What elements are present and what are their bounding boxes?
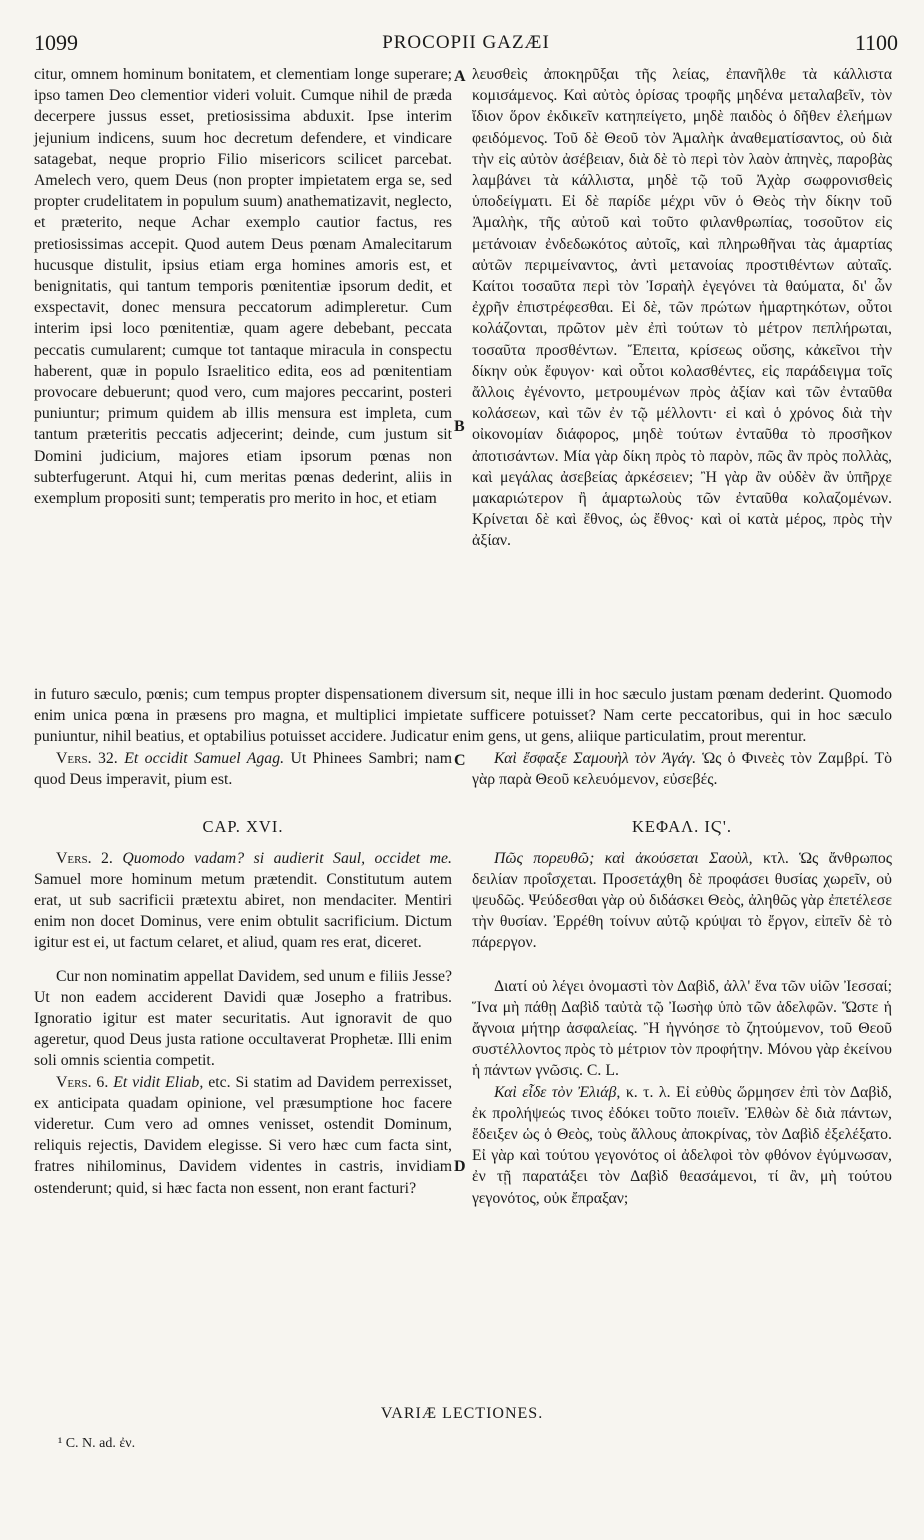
margin-marker-b: B bbox=[454, 418, 465, 435]
verse-text: Ut Phinees Sambri; nam quod Deus imperavit, pium est. bbox=[34, 750, 453, 789]
latin-paragraph: citur, omnem hominum bonitatem, et clementiam longe superare; ipso tamen Deo clementior videri voluit. Cumque nihil de præda decerpere jussus esset, pretiosissima abduxit. Ipse interim jejunium indicens, suum hoc decretum defendere, et vindicare satagebat, neque proprio Filio misericors scilicet parcebat. Amelech vero, quem Deus (non propter impietatem erga se, sed propter crudelitatem in populum suum) anathematizavit, neglecto, et præterito, neque Achar exemplo cautior factus, res pretiosissimas accepit. Quod autem Deus pœnam Amalecitarum hucusque distulit, ipsius etiam erga homines amoris est, et benignitatis, qui tantum temporis pœnitentiæ ipsorum dedit, et exspectavit, donec mensura peccatorum adimpleretur. Cum interim ipsi loco pœnitentiæ, quam agere debebant, peccata peccatis cumularent; cumque tot tantaque miracula in conspectu haberent, quæ in populo Israelitico edita, eos ad pœnitentiam provocare debuerunt; quod vero, cum majores peccarint, posteri puniuntur; primum quidem ab illis mensura est impleta, cum tantum præteritis peccatis adjecerint; deinde, cum justum sit Domini judicium, majores etiam ipsorum pœnas non subterfugerunt. Atqui hi, cum meritas pœnas dederint, aliis in exemplum propositi sunt; temperatis pro merito in hoc, et etiam bbox=[34, 66, 452, 508]
margin-marker-d: D bbox=[454, 1158, 466, 1175]
verse-text: etc. Si statim ad Davidem perrexisset, ex anticipata quadam opinione, vel præsumptione hoc facere videretur. Cum vero ad omnes venisset, ostendit Dominum, reliquis rejectis, Davidem elegisse. Si vero hæc cum facta sint, fratres nihilominus, Davidem videntes in castris, invidiam ostenderunt; quid, si hæc facta non essent, non erant facturi? bbox=[34, 1073, 453, 1197]
greek-diati-paragraph: Διατί οὐ λέγει ὀνομαστὶ τὸν Δαβὶδ, ἀλλ' ἕνα τῶν υἱῶν Ἰεσσαί; Ἵνα μὴ πάθῃ Δαβὶδ ταὐτὰ τῷ Ἰωσὴφ ὑπὸ τῶν ἀδελφῶν. Ὥστε ἡ ἄγνοια μήτηρ ἀσφαλείας. Ἢ ἠγνόησε τὸ ζητούμενον, τοῦ Θεοῦ συστέλλοντος πρὸς τὸ μέτριον τὸν προφήτην. Μόνου γὰρ ἐκείνου ἡ πάντων γνῶσις. C. L. bbox=[472, 977, 892, 1080]
page-number-left: 1099 bbox=[34, 30, 78, 55]
latin-column-upper bbox=[34, 64, 452, 509]
latin-vers6 bbox=[34, 1072, 452, 1199]
latin-vers2 bbox=[34, 848, 452, 954]
greek-column-upper bbox=[472, 64, 892, 552]
page-header bbox=[34, 30, 898, 60]
greek-chapter-title: ΚΕΦΑΛ. ΙϚ'. bbox=[632, 817, 732, 837]
verse-lemma: Πῶς πορευθῶ; καὶ ἀκούσεται Σαοὺλ, bbox=[494, 849, 753, 867]
verse-text: Samuel more hominum metum prætendit. Constitutum autem erat, ut sub sacrificii prætextu abiret, non mendaciter. Mentiri enim non docet Dominus, vere enim obtulit sacrificium. Dictum igitur est ei, ut factum celaret, et aliud, quam res erat, diceret. bbox=[34, 870, 452, 952]
running-title: PROCOPII GAZÆI bbox=[382, 32, 550, 53]
verse-label: Vers. 2. bbox=[56, 849, 113, 867]
verse-lemma: Et occidit Samuel Agag. bbox=[124, 750, 285, 767]
verse-lemma: Καὶ ἔσφαξε Σαμουὴλ τὸν Ἀγάγ. bbox=[494, 750, 697, 767]
page-number-right: 1100 bbox=[854, 30, 898, 55]
margin-marker-a: A bbox=[454, 68, 466, 85]
latin-cur-paragraph: Cur non nominatim appellat Davidem, sed unum e filiis Jesse? Ut non eadem acciderent Davidi quæ Josepho a fratribus. Ignoratio igitur est mater securitatis. Aut ignoravit de quo ageretur, quod Deus justa ratione occultaverat Prophetæ. Illi enim soli omnis scientia competit. bbox=[34, 967, 452, 1070]
margin-marker-c: C bbox=[454, 752, 466, 769]
latin-column-lower bbox=[34, 748, 452, 1199]
greek-paragraph: λευσθεὶς ἀποκηρῦξαι τῆς λείας, ἐπανῆλθε τὰ κάλλιστα κομισάμενος. Καὶ αὐτὸς ὁρίσας τροφῆς μηδένα μεταλαβεῖν, τὸν ἴδιον ὅρον ἐκδικεῖν κατηπείγετο, μηδὲ παιδὸς ὁ δῆθεν ἐλεήμων φειδόμενος. Τοῦ δὲ Θεοῦ τὸν Ἀμαλὴκ ἀναθεματίσαντος, οὐ διὰ τὴν εἰς αὐτὸν ἀσέβειαν, διὰ δὲ τὸ περὶ τὸν λαὸν ἀπηνὲς, παροβὰς λαμβάνει τὰ κάλλιστα, μηδὲ τῷ τοῦ Ἀχὰρ σωφρονισθεὶς ὑποδείγματι. Εἰ δὲ παρίδε μέχρι νῦν ὁ Θεὸς τὴν δίκην τοῦ Ἀμαλὴκ, τῆς αὐτοῦ καὶ τοῦτο φιλανθρωπίας, τοσοῦτον εἰς μετάνοιαν ἐνδεδωκότος αὐτοῖς, καὶ πληρωθῆναι τὰς ἁμαρτίας αὐτῶν περιμείναντος, ἀντὶ μετανοίας προστιθέντων αὐταῖς. Καίτοι τοσαῦτα περὶ τὸν Ἰσραὴλ ἐγεγόνει τὰ θαύματα, δι' ὧν ἐχρῆν ἐπιστρέφεσθαι. Εἰ δὲ, τῶν πρώτων ἡμαρτηκότων, οὗτοι κολάζονται, πρῶτον μὲν ἐπὶ τούτων τὸ μέτρον πεπλήρωται, τοσαῦτα προσθέντων. Ἔπειτα, κρίσεως οὔσης, κἀκεῖνοι τὴν δίκην οὐκ ἔφυγον· καὶ οὗτοι κολασθέντες, εἰς παράδειγμα τοῖς ἄλλοις ἐγένοντο, μετρουμένων πρὸς ἀξίαν καὶ τῶν ἐνταῦθα κολάσεων, καὶ τῶν ἐν τῷ μέλλοντι· εἰ καὶ ὁ χρόνος διὰ τὴν οἰκονομίαν διάφορος, μηδὲ τούτων ἐνταῦθα τὸ προσῆκον ἀποτισάντων. Μία γὰρ δίκη πρὸς τὸ παρὸν, πῶς ἂν πρὸς πολλὰς, καὶ μεγάλας ἀσεβείας ἀρκέσειεν; Ἢ γὰρ ἂν οὐδὲν ἂν ὑπῆρχε μακαριώτερον ἢ ἁμαρτωλοὺς τῶν ἐνταῦθα κολαζομένων. Κρίνεται δὲ καὶ ἔθνος, ὡς ἔθνος· καὶ οἱ κατὰ μέρος, πρὸς τὴν ἀξίαν. bbox=[472, 66, 892, 550]
greek-v6 bbox=[472, 1082, 892, 1209]
verse-label: Vers. 6. bbox=[56, 1073, 109, 1091]
greek-column-lower bbox=[472, 748, 892, 1209]
variae-lectiones-title: VARIÆ LECTIONES. bbox=[380, 1405, 544, 1422]
verse-lemma: Et vidit Eliab, bbox=[113, 1073, 204, 1091]
full-width-text: in futuro sæculo, pœnis; cum tempus propter dispensationem diversum sit, neque illi in hoc sæculo justam pœnam dederint. Quomodo enim unica pœna in præsens pro magna, et multiplici impietate sufficere potuisset? Nam certe peccatoribus, qui in hoc sæculo puniuntur, nihil beatius, et optabilius potuisset accidere. Judicatur enim gens, ut gens, aliique particulatim, prout merentur. bbox=[34, 686, 892, 746]
verse-text: κ. τ. λ. Εἰ εὐθὺς ὥρμησεν ἐπὶ τὸν Δαβὶδ, ἐκ προλήψεώς τινος ἐδόκει τοῦτο ποιεῖν. Ἐλθὼν δὲ διὰ πάντων, ἔδειξεν ὡς ὁ Θεὸς, τοὺς ἄλλους ἀποκρίνας, τὸν Δαβὶδ ἐξελέξατο. Εἰ γὰρ καὶ τούτου γεγονότος οἱ ἀδελφοὶ τὸν φθόνον ἐγύμνωσαν, ἐν τῇ παρατάξει τὸν Δαβὶδ θεασάμενοι, τί ἂν, μὴ τούτου γεγονότος, οὐκ ἔπραξαν; bbox=[472, 1083, 892, 1207]
greek-v32 bbox=[472, 748, 892, 790]
verse-lemma: Καὶ εἶδε τὸν Ἐλιάβ, bbox=[494, 1083, 621, 1101]
greek-v2 bbox=[472, 848, 892, 954]
latin-chapter-title: CAP. XVI. bbox=[202, 817, 284, 837]
latin-vers32 bbox=[34, 748, 452, 790]
footnote: ¹ C. N. ad. ἐν. bbox=[58, 1436, 136, 1451]
full-width-paragraph bbox=[34, 684, 892, 748]
verse-text: κτλ. Ὡς ἄνθρωπος δειλίαν προΐσχεται. Προσετάχθη δὲ πρoφάσει θυσίας χωρεῖν, οὐ ψευδῶς. Ψεύδεσθαι γὰρ οὐ διδάσκει Θεὸς, ἀληθῶς γὰρ ἐπετέλεσε τὴν θυσίαν. Ἐρρέθη τοίνυν αὐτῷ κρύψαι τὸ ἔργον, εἰπεῖν δὲ τὸ πάρεργον. bbox=[472, 849, 892, 952]
verse-lemma: Quomodo vadam? si audierit Saul, occidet me. bbox=[122, 849, 452, 867]
verse-text: Ὡς ὁ Φινεὲς τὸν Ζαμβρί. Τὸ γὰρ παρὰ Θεοῦ κελευόμενον, εὐσεβές. bbox=[472, 750, 893, 789]
verse-label: Vers. 32. bbox=[56, 750, 118, 767]
